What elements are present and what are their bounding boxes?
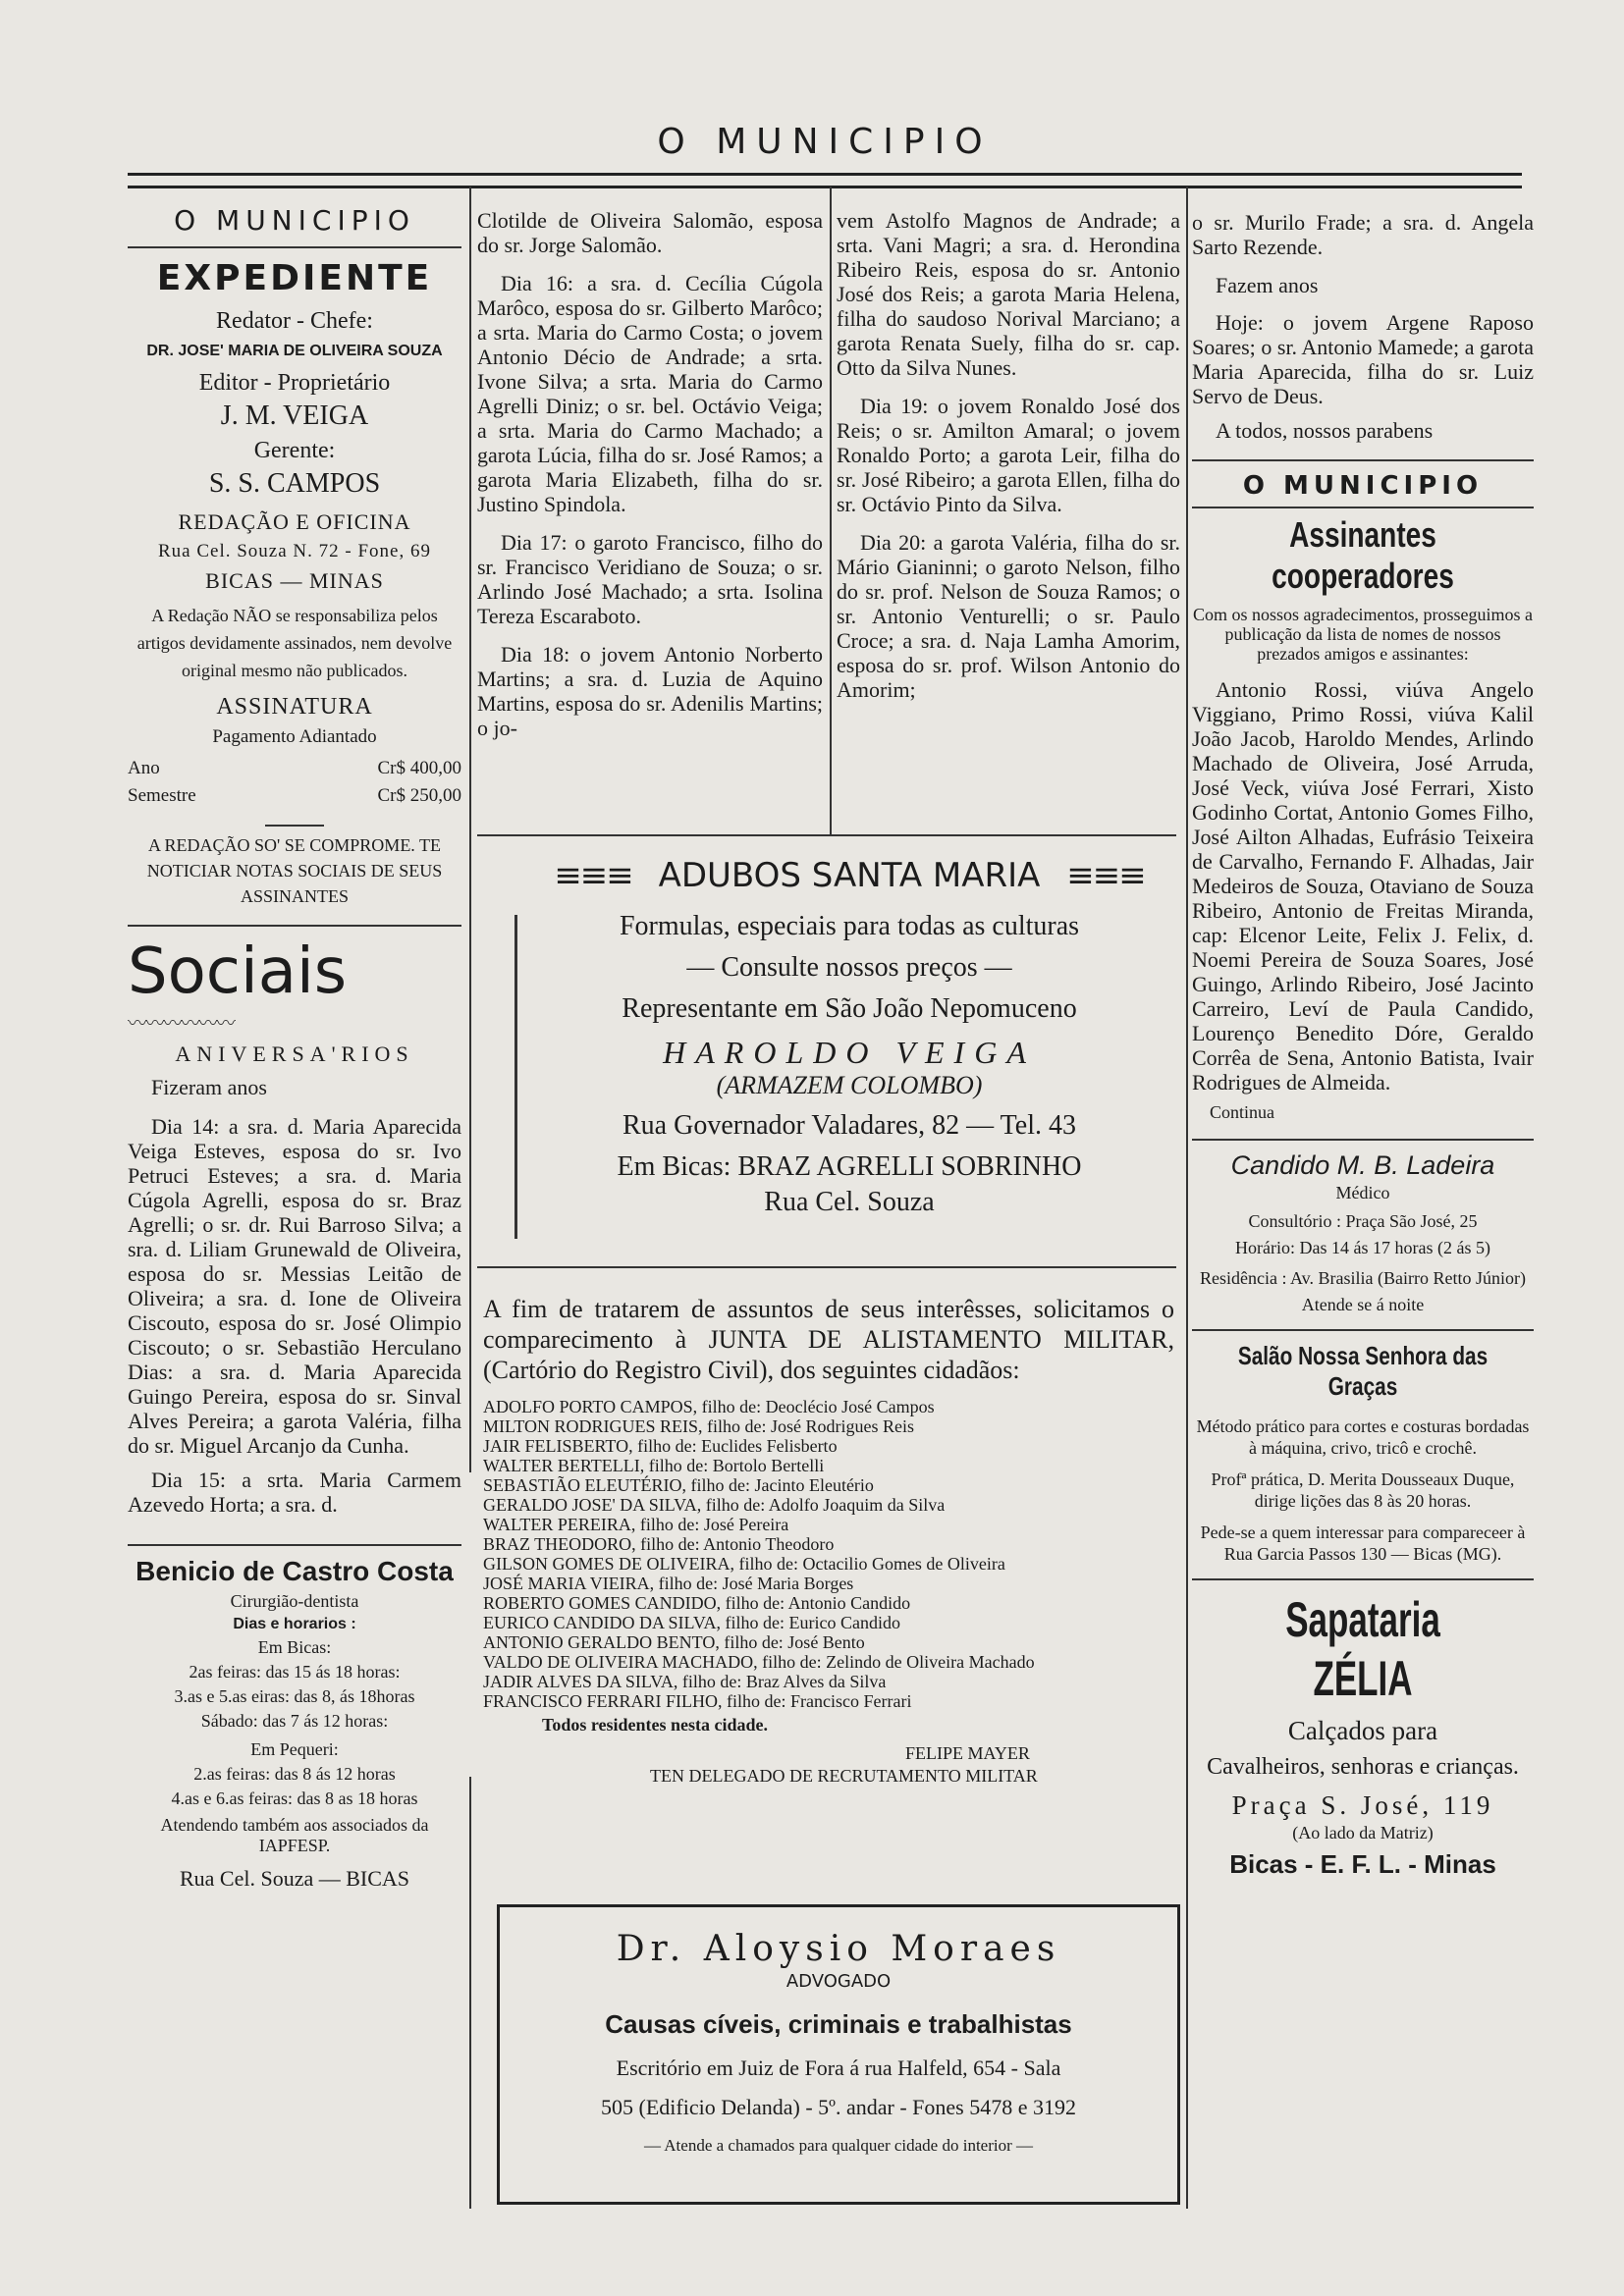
divider: [1192, 1578, 1534, 1580]
fizeram-anos: Fizeram anos: [151, 1075, 267, 1099]
sapataria-line-2: Cavalheiros, senhoras e crianças.: [1207, 1754, 1519, 1780]
doctor-night: Atende se á noite: [1301, 1295, 1425, 1314]
divider: [477, 834, 1176, 836]
column-3: [837, 208, 1180, 702]
salao-method: Método prático para cortes e costuras bordadas à máquina, crivo, tricô e crochê.: [1196, 1416, 1530, 1458]
expediente-heading: EXPEDIENTE: [156, 258, 433, 298]
fazem-anos: Fazem anos: [1216, 273, 1319, 297]
doctor-residence: Residência : Av. Brasilia (Bairro Retto Júnior): [1200, 1268, 1526, 1288]
adubos-line-1: Formulas, especiais para todas as culturas: [619, 911, 1080, 941]
dentist-hours-3: Sábado: das 7 ás 12 horas:: [200, 1711, 389, 1731]
adubos-line-2: — Consulte nossos preços —: [686, 952, 1012, 983]
disclaimer: A Redação NÃO se responsabiliza pelos artigos devidamente assinados, nem devolve original mesmo não publicados.: [136, 606, 453, 680]
column-4: [1192, 210, 1534, 1880]
divider: [128, 246, 461, 248]
list-item: MILTON RODRIGUES REIS, filho de: José Rodrigues Reis: [483, 1416, 915, 1436]
ornament-right-icon: ≡≡≡: [1066, 856, 1145, 895]
lawyer-name: Dr. Aloysio Moraes: [616, 1929, 1061, 1969]
lawyer-office-1: Escritório em Juiz de Fora á rua Halfeld, 654 - Sala: [616, 2056, 1061, 2080]
dentist-hours-1: 2as feiras: das 15 ás 18 horas:: [189, 1662, 401, 1682]
sapataria-line-1: Calçados para: [1287, 1716, 1438, 1745]
column-divider: [830, 187, 832, 834]
list-item: GERALDO JOSE' DA SILVA, filho de: Adolfo Joaquim da Silva: [483, 1495, 946, 1515]
short-rule: [265, 825, 324, 827]
column-divider: [469, 1777, 471, 2209]
price-row-semestre: [128, 785, 461, 807]
sociais-heading: Sociais: [128, 935, 348, 1008]
aniversarios-heading: ANIVERSA'RIOS: [175, 1041, 414, 1066]
pagamento: Pagamento Adiantado: [212, 726, 377, 747]
lawyer-causes: Causas cíveis, criminais e trabalhistas: [605, 2009, 1072, 2039]
dentist-title: Cirurgião-dentista: [230, 1591, 359, 1611]
dentist-name: Benicio de Castro Costa: [135, 1556, 454, 1586]
ornament-left-icon: ≡≡≡: [554, 856, 632, 895]
junta-residents: Todos residentes nesta cidade.: [542, 1715, 769, 1735]
junta-signature-title: TEN DELEGADO DE RECRUTAMENTO MILITAR: [650, 1766, 1038, 1786]
assinantes-intro: Com os nossos agradecimentos, prosseguimos a publicação da lista de nomes de nossos prezados amigos e assinantes:: [1193, 605, 1533, 664]
dia17-paragraph: Dia 17: o garoto Francisco, filho do sr. Francisco Veridiano de Souza; o sr. Arlindo José Machado; a srta. Isolina Tereza Escaraboto.: [477, 530, 823, 628]
divider: [477, 1266, 1176, 1268]
parabens: A todos, nossos parabens: [1216, 418, 1434, 443]
masthead-rule: [128, 173, 1522, 188]
hoje-paragraph: Hoje: o jovem Argene Raposo Soares; o sr. Antonio Mamede; a garota Maria Aparecida, filha do sr. Luiz Servo de Deus.: [1192, 310, 1534, 408]
column-2: [477, 208, 823, 740]
junta-signature-name: FELIPE MAYER: [905, 1743, 1030, 1763]
adubos-line-4: HAROLDO VEIGA: [663, 1035, 1036, 1070]
ano-label: Ano: [128, 758, 160, 778]
list-item: JAIR FELISBERTO, filho de: Euclides Felisberto: [483, 1436, 838, 1456]
list-item: ADOLFO PORTO CAMPOS, filho de: Deoclécio José Campos: [483, 1397, 935, 1416]
junta-intro: A fim de tratarem de assuntos de seus interêsses, solicitamos o comparecimento à JUNTA DE ALISTAMENTO MILITAR, (Cartório do Registro Civil), dos seguintes cidadãos:: [483, 1295, 1174, 1384]
col3-continuation: vem Astolfo Magnos de Andrade; a srta. Vani Magri; a sra. d. Herondina Ribeiro Reis, esposa do sr. Antonio José dos Reis; a garota Maria Helena, filha do saudoso Norival Marciano; a garota Renata Suely, filha do sr. cap. Otto da Silva Nunes.: [837, 208, 1180, 380]
adubos-line-5: (ARMAZEM COLOMBO): [716, 1071, 983, 1099]
address: Rua Cel. Souza N. 72 - Fone, 69: [158, 541, 431, 561]
ad-side-bar: [514, 915, 517, 1239]
dia14-paragraph: Dia 14: a sra. d. Maria Aparecida Veiga Esteves, esposa do sr. Ivo Petruci Esteves; a sra. d. Maria Cúgola Agrelli, esposa do sr. Braz Agrelli; o sr. dr. Rui Barroso Silva; a sra. d. Liliam Grunewald de Oliveira, esposa do sr. Messias Leitão de Oliveira; a sra. d. Ione de Oliveira Ciscouto, esposa do sr. José Olimpio Ciscouto; o sr. Sebastião Herculano Dias: a sra. d. Maria Aparecida Guingo Pereira, esposa do sr. Sinval Alves Pereira; a garota Valéria, filha do sr. Miguel Arcanjo da Cunha.: [128, 1114, 461, 1458]
column-1: [128, 196, 461, 1892]
doctor-role: Médico: [1335, 1183, 1390, 1202]
dia16-paragraph: Dia 16: a sra. d. Cecília Cúgola Marôco, esposa do sr. Gilberto Marôco; a srta. Maria do Carmo Costa; o jovem Antonio Décio de Andrade; a srta. Ivone Silva; a srta. Maria do Carmo Agrelli Diniz; o sr. bel. Octávio Veiga; a srta. Maria do Carmo Machado; a garota Lúcia, filha do sr. José Ramos; a garota Maria Elizabeth, filha do sr. Justino Spindola.: [477, 271, 823, 516]
doctor-office: Consultório : Praça São José, 25: [1248, 1211, 1478, 1231]
continua: Continua: [1210, 1102, 1274, 1122]
redator-name: DR. JOSE' MARIA DE OLIVEIRA SOUZA: [146, 343, 443, 359]
lawyer-role: ADVOGADO: [785, 1971, 892, 1992]
col2-continuation: Clotilde de Oliveira Salomão, esposa do sr. Jorge Salomão.: [477, 208, 823, 257]
semestre-label: Semestre: [128, 785, 196, 806]
doctor-hours: Horário: Das 14 ás 17 horas (2 ás 5): [1235, 1238, 1490, 1257]
dentist-hours-2: 3.as e 5.as eiras: das 8, ás 18horas: [174, 1686, 415, 1706]
doctor-name: Candido M. B. Ladeira: [1230, 1150, 1495, 1180]
divider: [1192, 1139, 1534, 1141]
list-item: ROBERTO GOMES CANDIDO, filho de: Antonio Candido: [483, 1593, 911, 1613]
price-row-ano: [128, 758, 461, 779]
dentist-address: Rua Cel. Souza — BICAS: [179, 1866, 410, 1891]
dia15-paragraph: Dia 15: a srta. Maria Carmem Azevedo Horta; a sra. d.: [128, 1468, 461, 1517]
salao-teacher: Profª prática, D. Merita Dousseaux Duque, dirige lições das 8 às 20 horas.: [1211, 1469, 1515, 1511]
dia20-paragraph: Dia 20: a garota Valéria, filha do sr. Mário Gianinni; o garoto Nelson, filho do sr. prof. Nelson de Souza Ramos; o sr. Antonio Venturelli; o sr. Paulo Croce; a sra. d. Naja Lamha Amorim, esposa do sr. prof. Wilson Antonio do Amorim;: [837, 530, 1180, 702]
column-divider: [469, 187, 471, 1472]
dia18-paragraph: Dia 18: o jovem Antonio Norberto Martins; a sra. d. Luzia de Aquino Martins, esposa do sr. Adenilis Martins; o jo-: [477, 642, 823, 740]
editor-name: J. M. VEIGA: [220, 400, 369, 431]
dentist-dias: Dias e horarios :: [233, 1616, 356, 1632]
gerente-label: Gerente:: [253, 438, 336, 463]
divider: [1192, 459, 1534, 461]
divider: [1192, 507, 1534, 508]
junta-names-list: [483, 1397, 1174, 1711]
redator-label: Redator - Chefe:: [216, 308, 373, 334]
assinatura-heading: ASSINATURA: [216, 694, 373, 720]
lawyer-note: — Atende a chamados para qualquer cidade do interior —: [643, 2136, 1034, 2155]
adubos-line-3: Representante em São João Nepomuceno: [622, 993, 1077, 1024]
divider: [128, 1544, 461, 1546]
sapataria-address: Praça S. José, 119: [1231, 1790, 1494, 1820]
ano-value: Cr$ 400,00: [377, 758, 461, 778]
col4-continuation: o sr. Murilo Frade; a sra. d. Angela Sarto Rezende.: [1192, 210, 1534, 259]
divider: [128, 925, 461, 927]
masthead: O MUNICIPIO: [657, 122, 993, 162]
adubos-line-7: Em Bicas: BRAZ AGRELLI SOBRINHO: [617, 1151, 1082, 1182]
adubos-ad: [511, 856, 1188, 1218]
wavy-ornament: 〰〰〰〰〰〰: [128, 1013, 234, 1035]
salao-contact: Pede-se a quem interessar para compareceer à Rua Garcia Passos 130 — Bicas (MG).: [1200, 1522, 1526, 1564]
dentist-note: Atendendo também aos associados da IAPFESP.: [160, 1815, 429, 1855]
list-item: WALTER BERTELLI, filho de: Bortolo Bertelli: [483, 1456, 825, 1475]
masthead-small: O MUNICIPIO: [174, 204, 415, 237]
dentist-hours-5: 4.as e 6.as feiras: das 8 as 18 horas: [171, 1789, 418, 1808]
editor-label: Editor - Proprietário: [198, 370, 391, 396]
adubos-line-8: Rua Cel. Souza: [764, 1187, 935, 1217]
divider: [1192, 1329, 1534, 1331]
dentist-hours-4: 2.as feiras: das 8 ás 12 horas: [193, 1764, 396, 1784]
lawyer-ad: [497, 1904, 1180, 2205]
dentist-pequeri: Em Pequeri:: [250, 1739, 339, 1759]
semestre-value: Cr$ 250,00: [377, 785, 461, 806]
adubos-line-6: Rua Governador Valadares, 82 — Tel. 43: [623, 1110, 1076, 1141]
gerente-name: S. S. CAMPOS: [208, 468, 381, 499]
list-item: BRAZ THEODORO, filho de: Antonio Theodoro: [483, 1534, 835, 1554]
list-item: ANTONIO GERALDO BENTO, filho de: José Bento: [483, 1632, 865, 1652]
list-item: FRANCISCO FERRARI FILHO, filho de: Francisco Ferrari: [483, 1691, 912, 1711]
list-item: VALDO DE OLIVEIRA MACHADO, filho de: Zelindo de Oliveira Machado: [483, 1652, 1035, 1672]
adubos-title: [511, 856, 1188, 895]
lawyer-office-2: 505 (Edificio Delanda) - 5º. andar - Fones 5478 e 3192: [601, 2095, 1076, 2119]
social-notice: A REDAÇÃO SO' SE COMPROME. TE NOTICIAR NOTAS SOCIAIS DE SEUS ASSINANTES: [146, 835, 443, 906]
list-item: SEBASTIÃO ELEUTÉRIO, filho de: Jacinto Eleutério: [483, 1475, 874, 1495]
masthead-small-4: O MUNICIPIO: [1242, 471, 1484, 501]
city: BICAS — MINAS: [205, 568, 384, 593]
sapataria-landmark: (Ao lado da Matriz): [1292, 1823, 1434, 1842]
sapataria-city: Bicas - E. F. L. - Minas: [1229, 1849, 1496, 1879]
list-item: EURICO CANDIDO DA SILVA, filho de: Eurico Candido: [483, 1613, 900, 1632]
list-item: WALTER PEREIRA, filho de: José Pereira: [483, 1515, 789, 1534]
junta-notice: [483, 1294, 1174, 1787]
list-item: JADIR ALVES DA SILVA, filho de: Braz Alves da Silva: [483, 1672, 887, 1691]
list-item: JOSÉ MARIA VIEIRA, filho de: José Maria Borges: [483, 1574, 854, 1593]
redacao-heading: REDAÇÃO E OFICINA: [178, 509, 411, 534]
dentist-bicas: Em Bicas:: [257, 1637, 332, 1657]
assinantes-list: Antonio Rossi, viúva Angelo Viggiano, Primo Rossi, viúva Kalil João Jacob, Haroldo Mendes, Arlindo Machado de Oliveira, José Arruda, José Veck, viúva José Ferrari, Xisto Godinho Cortat, Antonio Gomes Filho, José Ailton Alhadas, Eufrásio Teixeira de Carvalho, Fernando F. Alhadas, Jair Medeiros de Souza, Otaviano de Souza Ribeiro, Antonio de Freitas Miranda, cap: Elcenor Leite, Felix J. Felix, d. Noemi Pereira de Souza Soares, José Guingo, Arlindo Ribeiro, José Jacinto Carreiro, Leví de Paula Candido, Lourenço Benedito Dóre, Geraldo Corrêa de Sena, Antonio Batista, Ivair Rodrigues de Almeida.: [1192, 677, 1534, 1095]
salao-heading: Salão Nossa Senhora das Graças: [1237, 1341, 1489, 1401]
sapataria-heading: Sapataria ZÉLIA: [1285, 1592, 1440, 1706]
dia19-paragraph: Dia 19: o jovem Ronaldo José dos Reis; o sr. Amilton Amaral; o jovem Ronaldo Porto; a garota Leir, filha do sr. José Ribeiro; a garota Ellen, filha do sr. Octávio Pinto da Silva.: [837, 394, 1180, 516]
list-item: GILSON GOMES DE OLIVEIRA, filho de: Octacilio Gomes de Oliveira: [483, 1554, 1005, 1574]
adubos-name: ADUBOS SANTA MARIA: [658, 856, 1041, 895]
assinantes-heading: Assinantes cooperadores: [1272, 514, 1454, 596]
